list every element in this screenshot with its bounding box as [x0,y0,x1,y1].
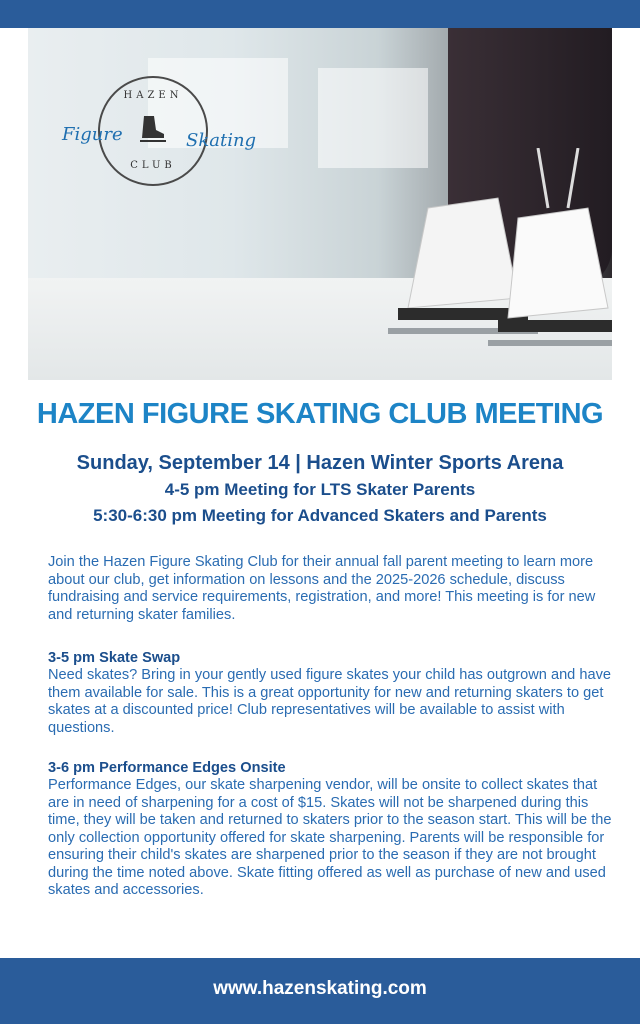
logo-club-text: CLUB [130,160,176,171]
website-link[interactable]: www.hazenskating.com [213,978,427,999]
date-location: Sunday, September 14 | Hazen Winter Sports Arena [76,452,564,474]
intro-paragraph: Join the Hazen Figure Skating Club for their annual fall parent meeting to learn more about our club, get information on lessons and the 2025-2026 schedule, discuss fundraising and service requirements, registration, and more! This meeting is for new and returning skater families. [48,554,596,623]
skates-icon [388,148,612,378]
footer-bar [0,958,640,1024]
logo-hazen-text: HAZEN [123,90,183,101]
club-logo [62,76,257,186]
skate-boot-icon [138,114,168,144]
skate-swap-text: Need skates? Bring in your gently used figure skates your child has outgrown and have them available for sale. This is a great opportunity for new and returning skaters to get skates at a discounted price! Club representatives will be available to assist with questions. [48,667,611,736]
skate-swap-heading: 3-5 pm Skate Swap [48,650,181,666]
performance-edges-heading: 3-6 pm Performance Edges Onsite [48,760,286,776]
logo-figure-script: Figure [62,124,123,145]
top-banner-bar [0,0,640,28]
session-advanced-skaters: 5:30-6:30 pm Meeting for Advanced Skaters and Parents [93,506,547,525]
session-lts-parents: 4-5 pm Meeting for LTS Skater Parents [164,480,476,499]
logo-skating-script: Skating [186,130,257,151]
meeting-title: HAZEN FIGURE SKATING CLUB MEETING [36,398,604,430]
performance-edges-text: Performance Edges, our skate sharpening vendor, will be onsite to collect skates that are in need of sharpening for a cost of $15. Skates will not be sharpened during this time, they will be taken and returned to skaters prior to the season start. This will be the only collection opportunity offered for skate sharpening. Parents will be responsible for ensuring their child's skates are sharpened prior to the season if they are not brought during the time noted above. Skate fitting offered as well as purchase of new and used skates and accessories. [48,777,612,898]
hero-photo [28,28,612,380]
